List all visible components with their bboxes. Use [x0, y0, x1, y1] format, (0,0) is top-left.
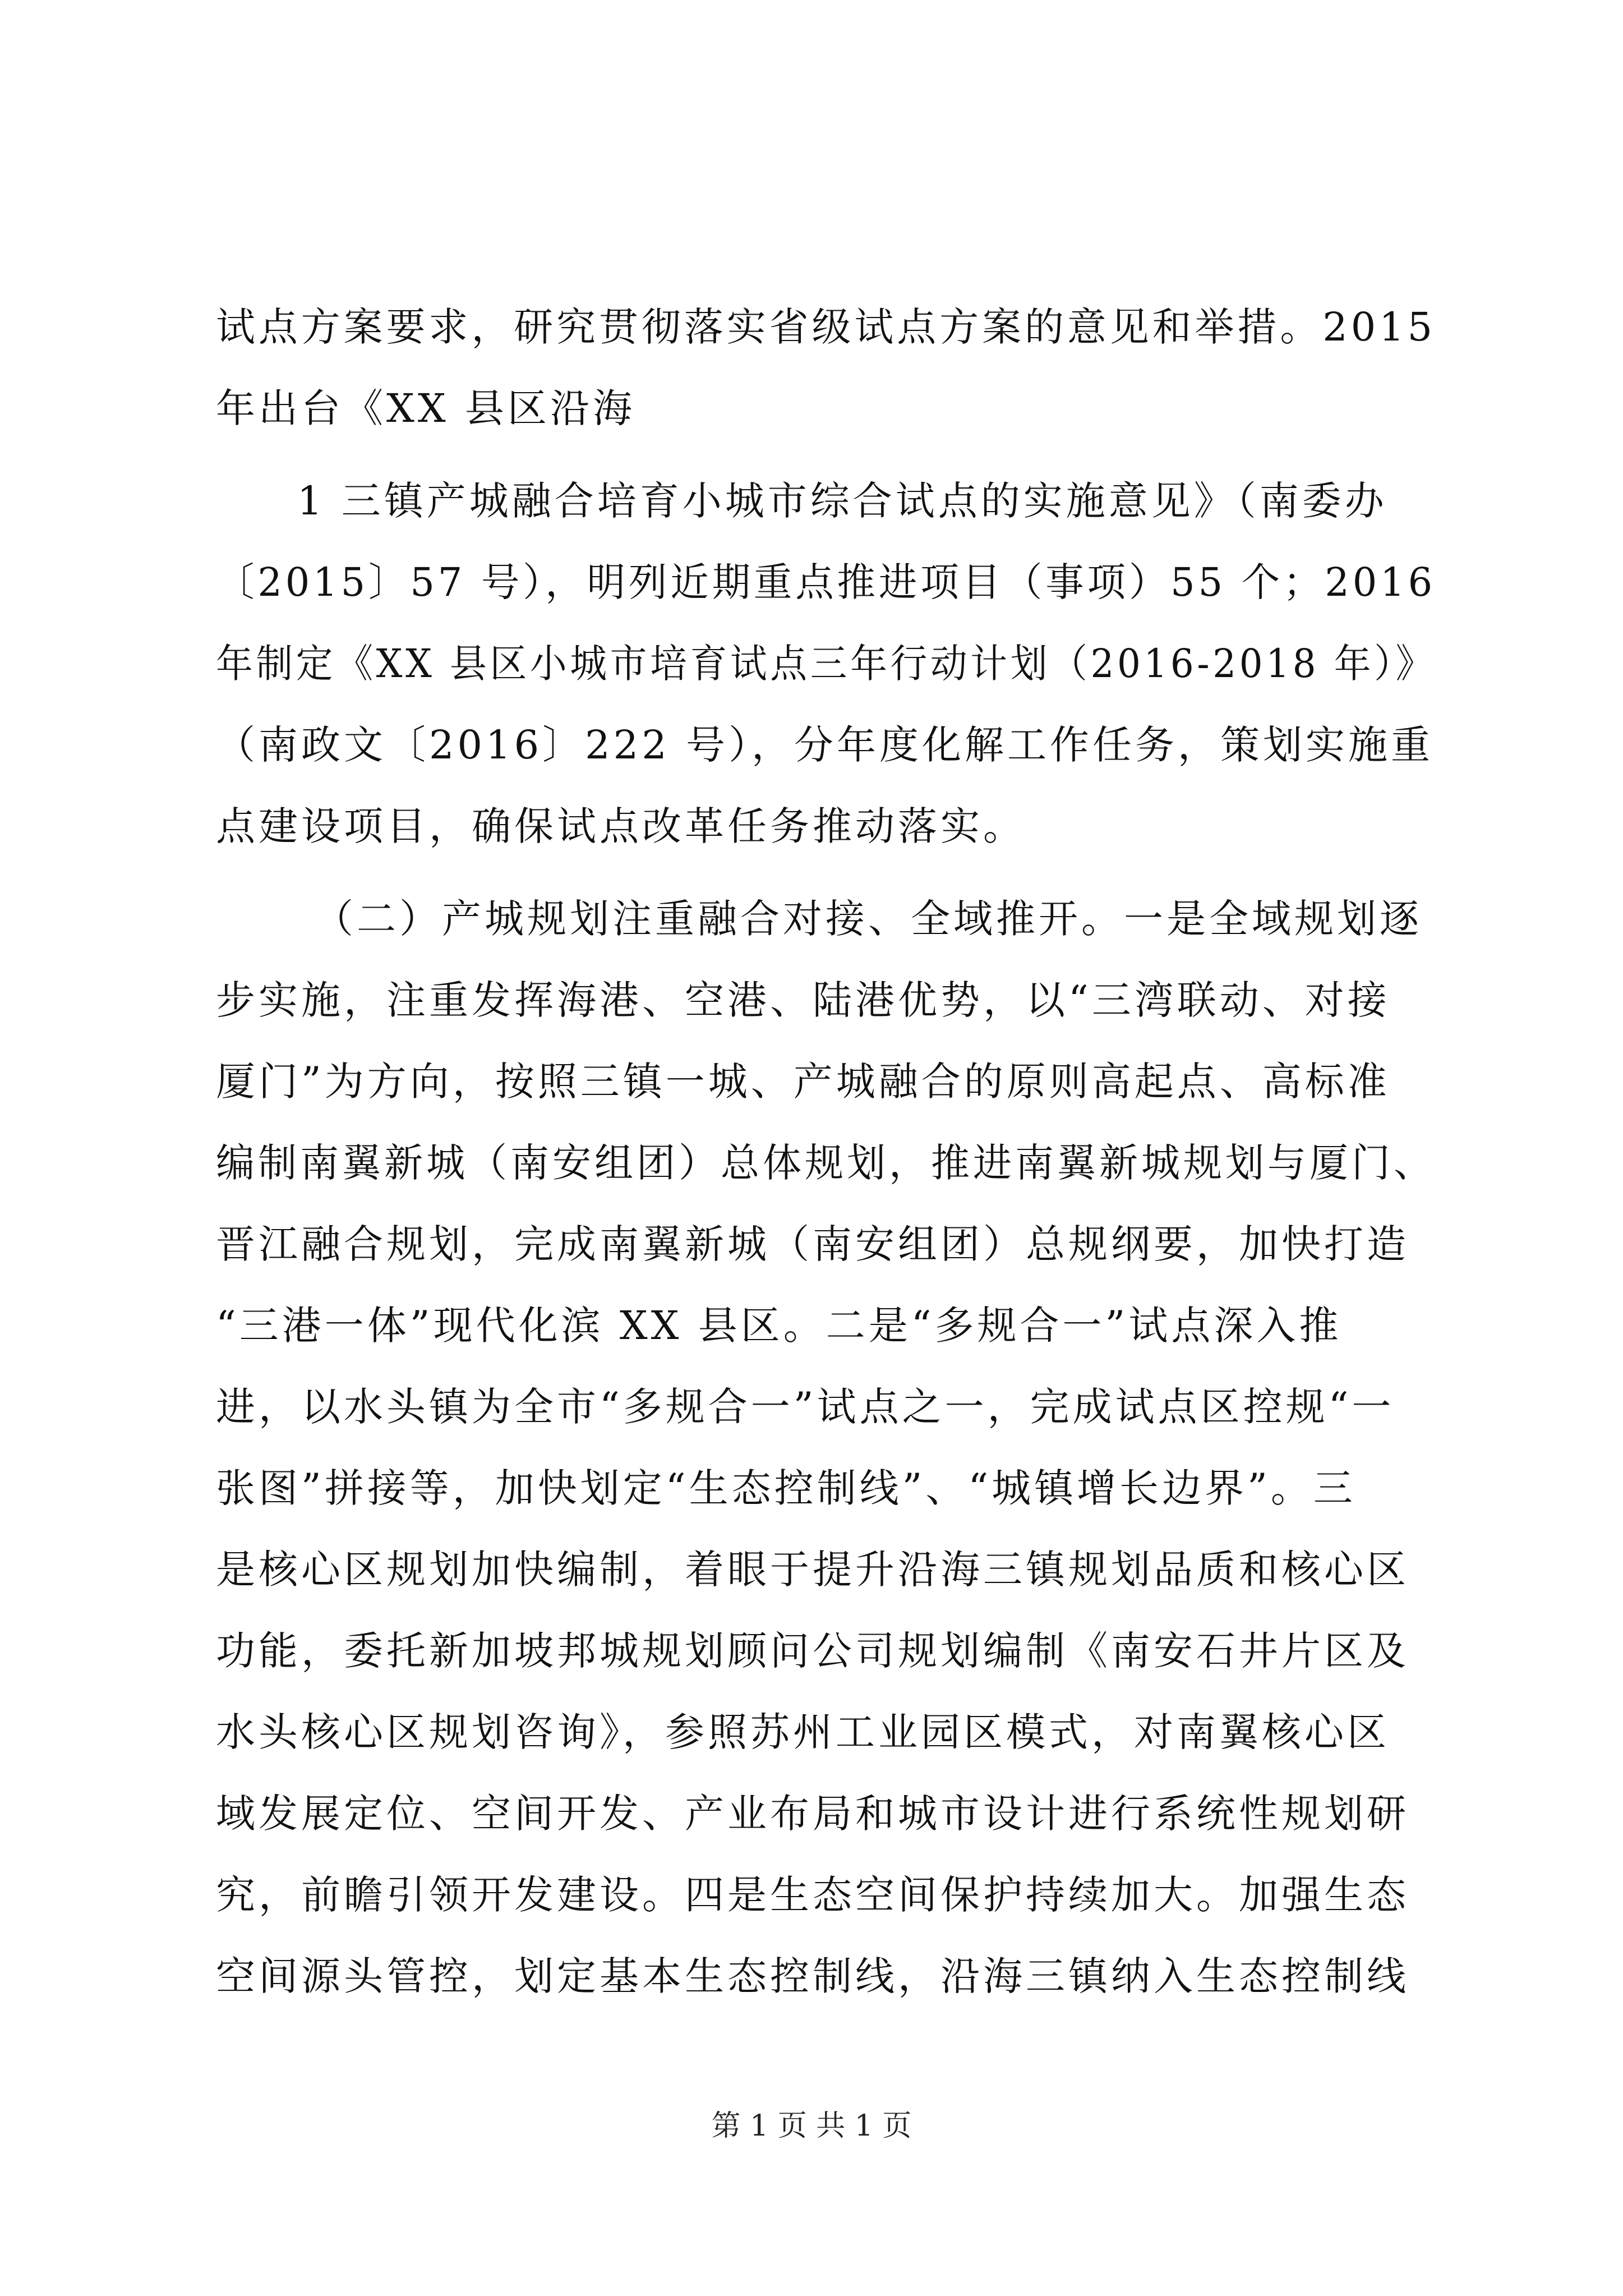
text-line-6: （南政文〔2016〕222 号），分年度化解工作任务，策划实施重 [216, 722, 1434, 768]
text-line-2: 年出台《XX 县区沿海 [216, 385, 635, 431]
text-line-10: 厦门”为方向，按照三镇一城、产城融合的原则高起点、高标准 [216, 1059, 1390, 1105]
text-line-15: 张图”拼接等，加快划定“生态控制线”、“城镇增长边界”。三 [216, 1465, 1356, 1511]
text-line-20: 究，前瞻引领开发建设。四是生态空间保护持续加大。加强生态 [216, 1872, 1409, 1918]
text-line-5: 年制定《XX 县区小城市培育试点三年行动计划（2016-2018 年）》 [216, 641, 1436, 687]
text-line-9: 步实施，注重发挥海港、空港、陆港优势，以“三湾联动、对接 [216, 977, 1390, 1023]
text-line-13: “三港一体”现代化滨 XX 县区。二是“多规合一”试点深入推 [216, 1303, 1342, 1349]
text-line-12: 晋江融合规划，完成南翼新城（南安组团）总规纲要，加快打造 [216, 1221, 1409, 1267]
text-line-18: 水头核心区规划咨询》，参照苏州工业园区模式，对南翼核心区 [216, 1709, 1390, 1755]
text-line-14: 进，以水头镇为全市“多规合一”试点之一，完成试点区控规“一 [216, 1384, 1395, 1430]
text-line-1: 试点方案要求，研究贯彻落实省级试点方案的意见和举措。2015 [216, 304, 1436, 350]
text-line-11: 编制南翼新城（南安组团）总体规划，推进南翼新城规划与厦门、 [216, 1140, 1436, 1186]
text-line-8: （二）产城规划注重融合对接、全域推开。一是全域规划逐 [314, 896, 1422, 942]
text-line-7: 点建设项目，确保试点改革任务推动落实。 [216, 803, 1026, 849]
text-line-19: 域发展定位、空间开发、产业布局和城市设计进行系统性规划研 [216, 1791, 1409, 1837]
text-line-3: 1 三镇产城融合培育小城市综合试点的实施意见》（南委办 [297, 478, 1387, 524]
text-line-4: 〔2015〕57 号），明列近期重点推进项目（事项）55 个；2016 [216, 559, 1436, 605]
text-line-21: 空间源头管控，划定基本生态控制线，沿海三镇纳入生态控制线 [216, 1953, 1409, 1999]
text-line-17: 功能，委托新加坡邦城规划顾问公司规划编制《南安石井片区及 [216, 1628, 1409, 1674]
text-line-16: 是核心区规划加快编制，着眼于提升沿海三镇规划品质和核心区 [216, 1547, 1409, 1593]
page-footer: 第 1 页 共 1 页 [711, 2109, 912, 2143]
